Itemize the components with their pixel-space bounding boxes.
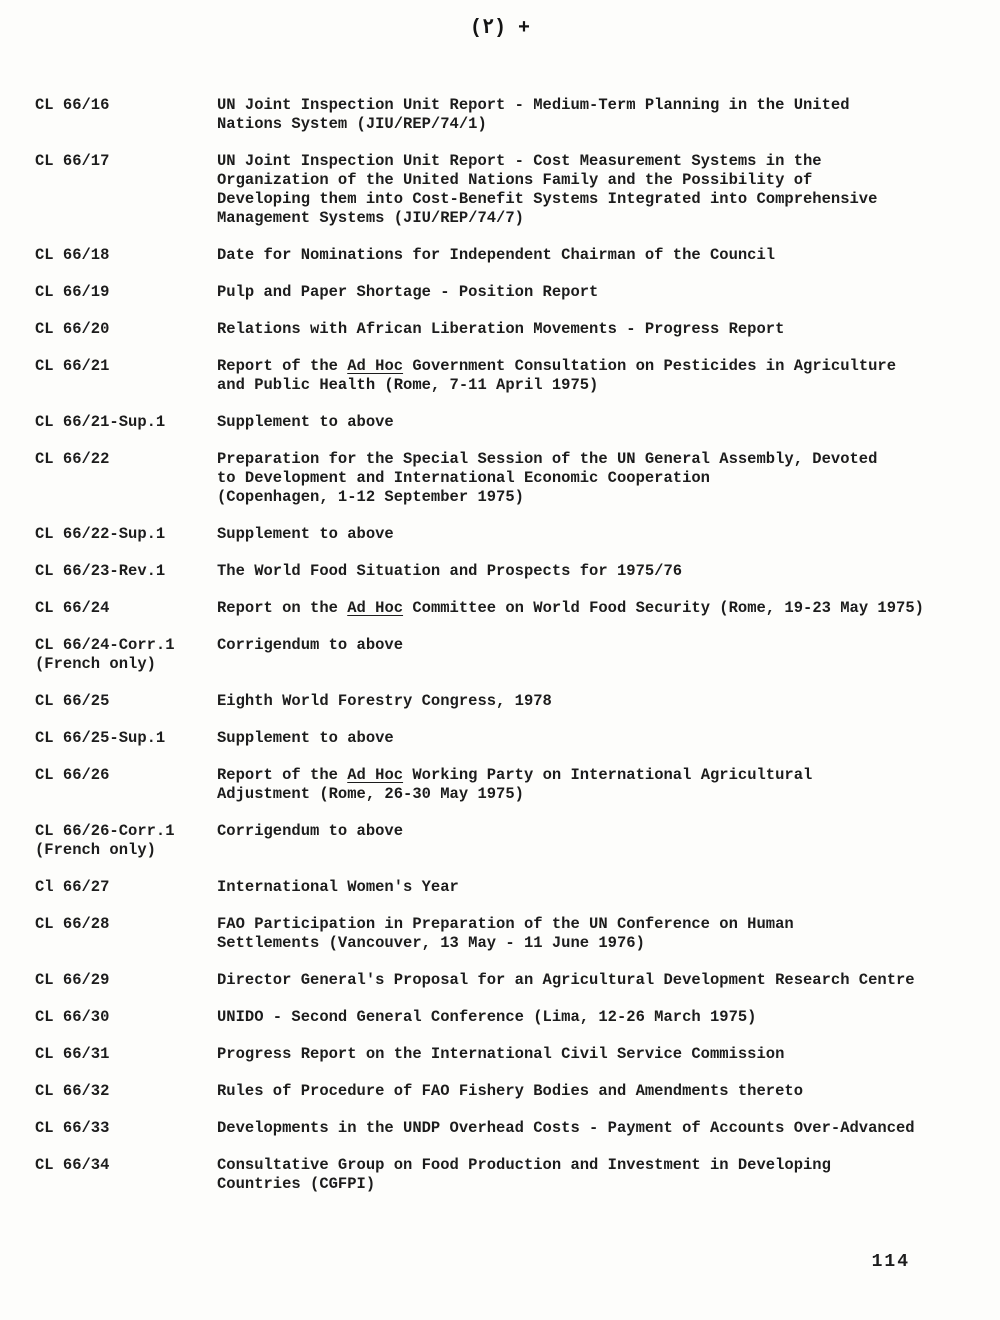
document-title: Eighth World Forestry Congress, 1978	[217, 692, 552, 710]
document-code: CL 66/25-Sup.1	[35, 729, 166, 747]
document-title: International Women's Year	[217, 878, 459, 896]
document-entry	[35, 692, 960, 711]
document-title: Supplement to above	[217, 525, 394, 543]
document-entry	[35, 1082, 960, 1101]
document-entry	[35, 246, 960, 265]
document-code: CL 66/16	[35, 96, 110, 114]
document-title: Director General's Proposal for an Agricultural Development Research Centre	[217, 971, 915, 989]
document-title: FAO Participation in Preparation of the UN Conference on Human Settlements (Vancouver, 13 May - 11 June 1976)	[217, 915, 794, 952]
document-title: Rules of Procedure of FAO Fishery Bodies and Amendments thereto	[217, 1082, 803, 1100]
document-code: CL 66/33	[35, 1119, 110, 1137]
document-entry	[35, 878, 960, 897]
document-title: Relations with African Liberation Movements - Progress Report	[217, 320, 785, 338]
document-code: CL 66/24	[35, 599, 110, 617]
document-code: CL 66/29	[35, 971, 110, 989]
document-code: CL 66/22-Sup.1	[35, 525, 166, 543]
document-title: Supplement to above	[217, 729, 394, 747]
document-code: CL 66/28	[35, 915, 110, 933]
document-code: CL 66/21-Sup.1	[35, 413, 166, 431]
document-title: Consultative Group on Food Production and Investment in Developing Countries (CGFPI)	[217, 1156, 831, 1193]
document-code: CL 66/34	[35, 1156, 110, 1174]
document-title: Date for Nominations for Independent Chairman of the Council	[217, 246, 776, 264]
document-code: CL 66/21	[35, 357, 110, 375]
document-entry	[35, 971, 960, 990]
document-entry	[35, 1156, 960, 1194]
document-code: CL 66/17	[35, 152, 110, 170]
document-code: CL 66/26	[35, 766, 110, 784]
document-title: Report of the Ad Hoc Working Party on International Agricultural Adjustment (Rome, 26-30 May 1975)	[217, 766, 813, 803]
document-title: Developments in the UNDP Overhead Costs - Payment of Accounts Over-Advanced	[217, 1119, 915, 1137]
document-title: Preparation for the Special Session of the UN General Assembly, Devoted to Development and International Economic Cooperation (Copenhagen, 1-12 September 1975)	[217, 450, 878, 506]
document-entry	[35, 357, 960, 395]
document-list	[35, 96, 960, 1212]
document-entry	[35, 96, 960, 134]
document-code: CL 66/20	[35, 320, 110, 338]
document-entry	[35, 729, 960, 748]
document-entry	[35, 450, 960, 507]
document-entry	[35, 636, 960, 674]
document-entry	[35, 915, 960, 953]
document-entry	[35, 1008, 960, 1027]
document-code: CL 66/31	[35, 1045, 110, 1063]
document-title: Corrigendum to above	[217, 636, 404, 654]
document-title: Report on the Ad Hoc Committee on World Food Security (Rome, 19-23 May 1975)	[217, 599, 924, 617]
document-code: Cl 66/27	[35, 878, 110, 896]
document-code: CL 66/22	[35, 450, 110, 468]
document-title: Report of the Ad Hoc Government Consultation on Pesticides in Agriculture and Public Health (Rome, 7-11 April 1975)	[217, 357, 897, 394]
document-code: CL 66/32	[35, 1082, 110, 1100]
document-title: Supplement to above	[217, 413, 394, 431]
document-code: CL 66/30	[35, 1008, 110, 1026]
document-entry	[35, 152, 960, 228]
page-number: 114	[871, 1252, 910, 1272]
document-title: Progress Report on the International Civil Service Commission	[217, 1045, 785, 1063]
document-code: CL 66/19	[35, 283, 110, 301]
document-title: UN Joint Inspection Unit Report - Medium-Term Planning in the United Nations System (JIU/REP/74/1)	[217, 96, 850, 133]
document-code: CL 66/23-Rev.1	[35, 562, 166, 580]
document-code: CL 66/24-Corr.1 (French only)	[35, 636, 175, 673]
arabic-page-mark: (٢) +	[469, 17, 531, 40]
document-entry	[35, 320, 960, 339]
document-title: Pulp and Paper Shortage - Position Report	[217, 283, 599, 301]
document-code: CL 66/18	[35, 246, 110, 264]
document-entry	[35, 599, 960, 618]
document-entry	[35, 413, 960, 432]
document-title: Corrigendum to above	[217, 822, 404, 840]
document-title: UNIDO - Second General Conference (Lima, 12-26 March 1975)	[217, 1008, 757, 1026]
document-title: UN Joint Inspection Unit Report - Cost Measurement Systems in the Organization of the United Nations Family and the Possibility of Developing them into Cost-Benefit Systems Integrated into Comprehensive Management Systems (JIU/REP/74/7)	[217, 152, 878, 227]
document-code: CL 66/26-Corr.1 (French only)	[35, 822, 175, 859]
document-entry	[35, 766, 960, 804]
document-entry	[35, 525, 960, 544]
document-entry	[35, 562, 960, 581]
document-entry	[35, 1045, 960, 1064]
document-entry	[35, 822, 960, 860]
document-title: The World Food Situation and Prospects for 1975/76	[217, 562, 683, 580]
document-entry	[35, 1119, 960, 1138]
document-entry	[35, 283, 960, 302]
document-code: CL 66/25	[35, 692, 110, 710]
